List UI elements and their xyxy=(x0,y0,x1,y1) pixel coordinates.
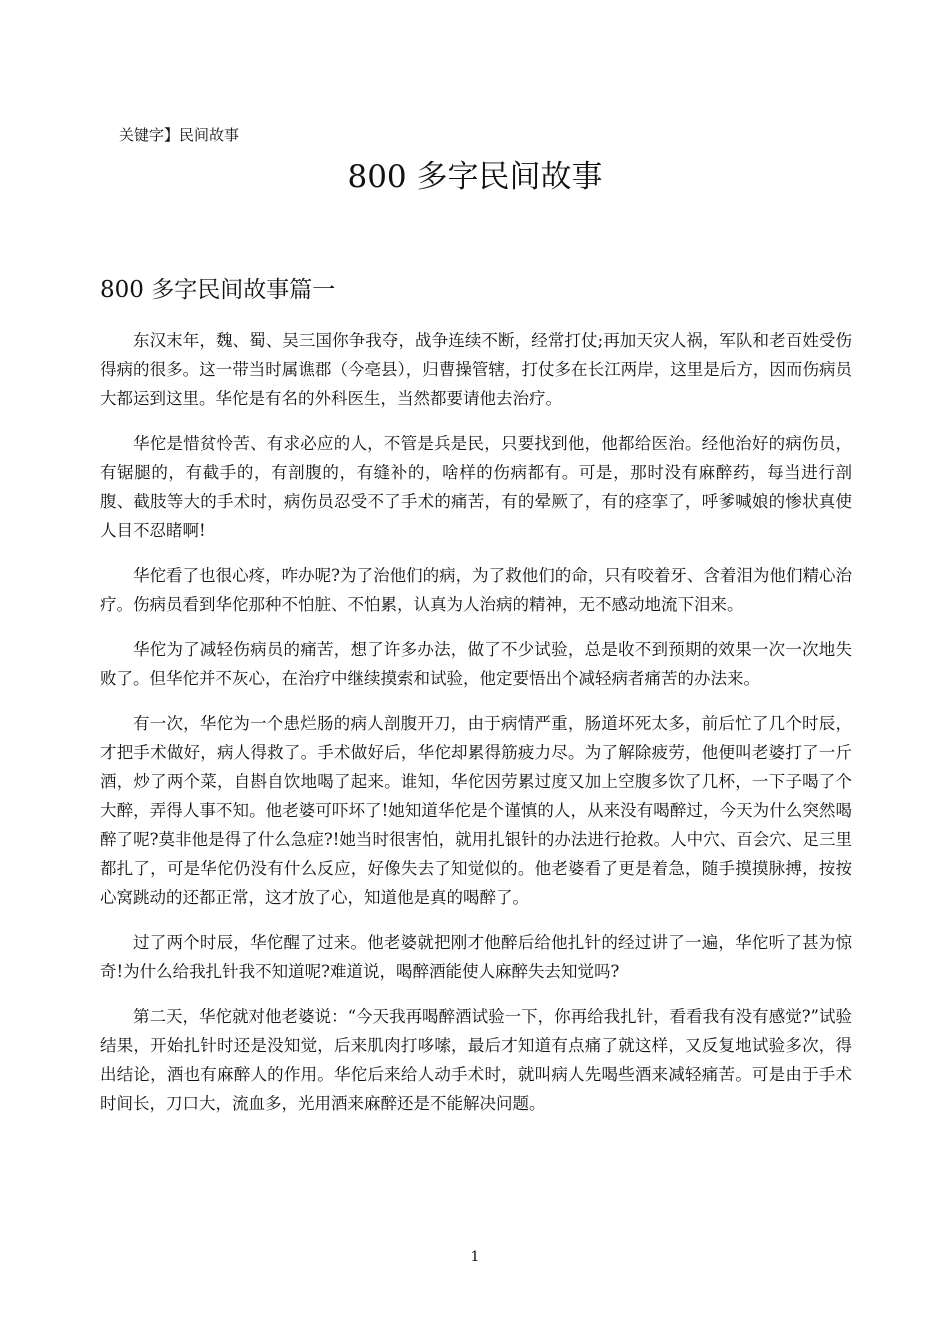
body-paragraph: 第二天，华佗就对他老婆说：“今天我再喝醉酒试验一下，你再给我扎针，看看我有没有感觉?”试验结果，开始扎针时还是没知觉，后来肌肉打哆嗦，最后才知道有点痛了就这样，又反复地试验多次，得出结论，酒也有麻醉人的作用。华佗后来给人动手术时，就叫病人先喝些酒来减轻痛苦。可是由于手术时间长，刀口大，流血多，光用酒来麻醉还是不能解决问题。 xyxy=(100,1007,852,1113)
body-paragraph: 华佗为了减轻伤病员的痛苦，想了许多办法，做了不少试验，总是收不到预期的效果一次一次地失败了。但华佗并不灰心，在治疗中继续摸索和试验，他定要悟出个减轻病者痛苦的办法来。 xyxy=(100,640,852,688)
body-paragraph: 有一次，华佗为一个患烂肠的病人剖腹开刀，由于病情严重，肠道坏死太多，前后忙了几个时辰，才把手术做好，病人得救了。手术做好后，华佗却累得筋疲力尽。为了解除疲劳，他便叫老婆打了一斤酒，炒了两个菜，自斟自饮地喝了起来。谁知，华佗因劳累过度又加上空腹多饮了几杯，一下子喝了个大醉，弄得人事不知。他老婆可吓坏了!她知道华佗是个谨慎的人，从来没有喝醉过，今天为什么突然喝醉了呢?莫非他是得了什么急症?!她当时很害怕，就用扎银针的办法进行抢救。人中穴、百会穴、足三里都扎了，可是华佗仍没有什么反应，好像失去了知觉似的。他老婆看了更是着急，随手摸摸脉搏，按按心窝跳动的还都正常，这才放了心，知道他是真的喝醉了。 xyxy=(100,714,852,907)
body-paragraph: 华佗是惜贫怜苦、有求必应的人，不管是兵是民，只要找到他，他都给医治。经他治好的病伤员，有锯腿的，有截手的，有剖腹的，有缝补的，啥样的伤病都有。可是，那时没有麻醉药，每当进行剖腹、截肢等大的手术时，病伤员忍受不了手术的痛苦，有的晕厥了，有的痉挛了，呼爹喊娘的惨状真使人目不忍睹啊! xyxy=(100,434,852,540)
body-paragraph: 东汉末年，魏、蜀、吴三国你争我夺，战争连续不断，经常打仗;再加天灾人祸，军队和老百姓受伤得病的很多。这一带当时属谯郡（今亳县），归曹操管辖，打仗多在长江两岸，这里是后方，因而伤病员大都运到这里。华佗是有名的外科医生，当然都要请他去治疗。 xyxy=(100,331,852,408)
keywords-line: 关键字】民间故事 xyxy=(119,126,240,144)
page-number: 1 xyxy=(470,1249,480,1265)
section-heading: 800 多字民间故事篇一 xyxy=(100,277,336,303)
document-title: 800 多字民间故事 xyxy=(347,159,603,195)
body-paragraph: 过了两个时辰，华佗醒了过来。他老婆就把刚才他醉后给他扎针的经过讲了一遍，华佗听了甚为惊奇!为什么给我扎针我不知道呢?难道说，喝醉酒能使人麻醉失去知觉吗? xyxy=(100,933,852,981)
body-paragraph: 华佗看了也很心疼，咋办呢?为了治他们的病，为了救他们的命，只有咬着牙、含着泪为他们精心治疗。伤病员看到华佗那种不怕脏、不怕累，认真为人治病的精神，无不感动地流下泪来。 xyxy=(100,566,852,614)
document-body xyxy=(100,326,852,1134)
